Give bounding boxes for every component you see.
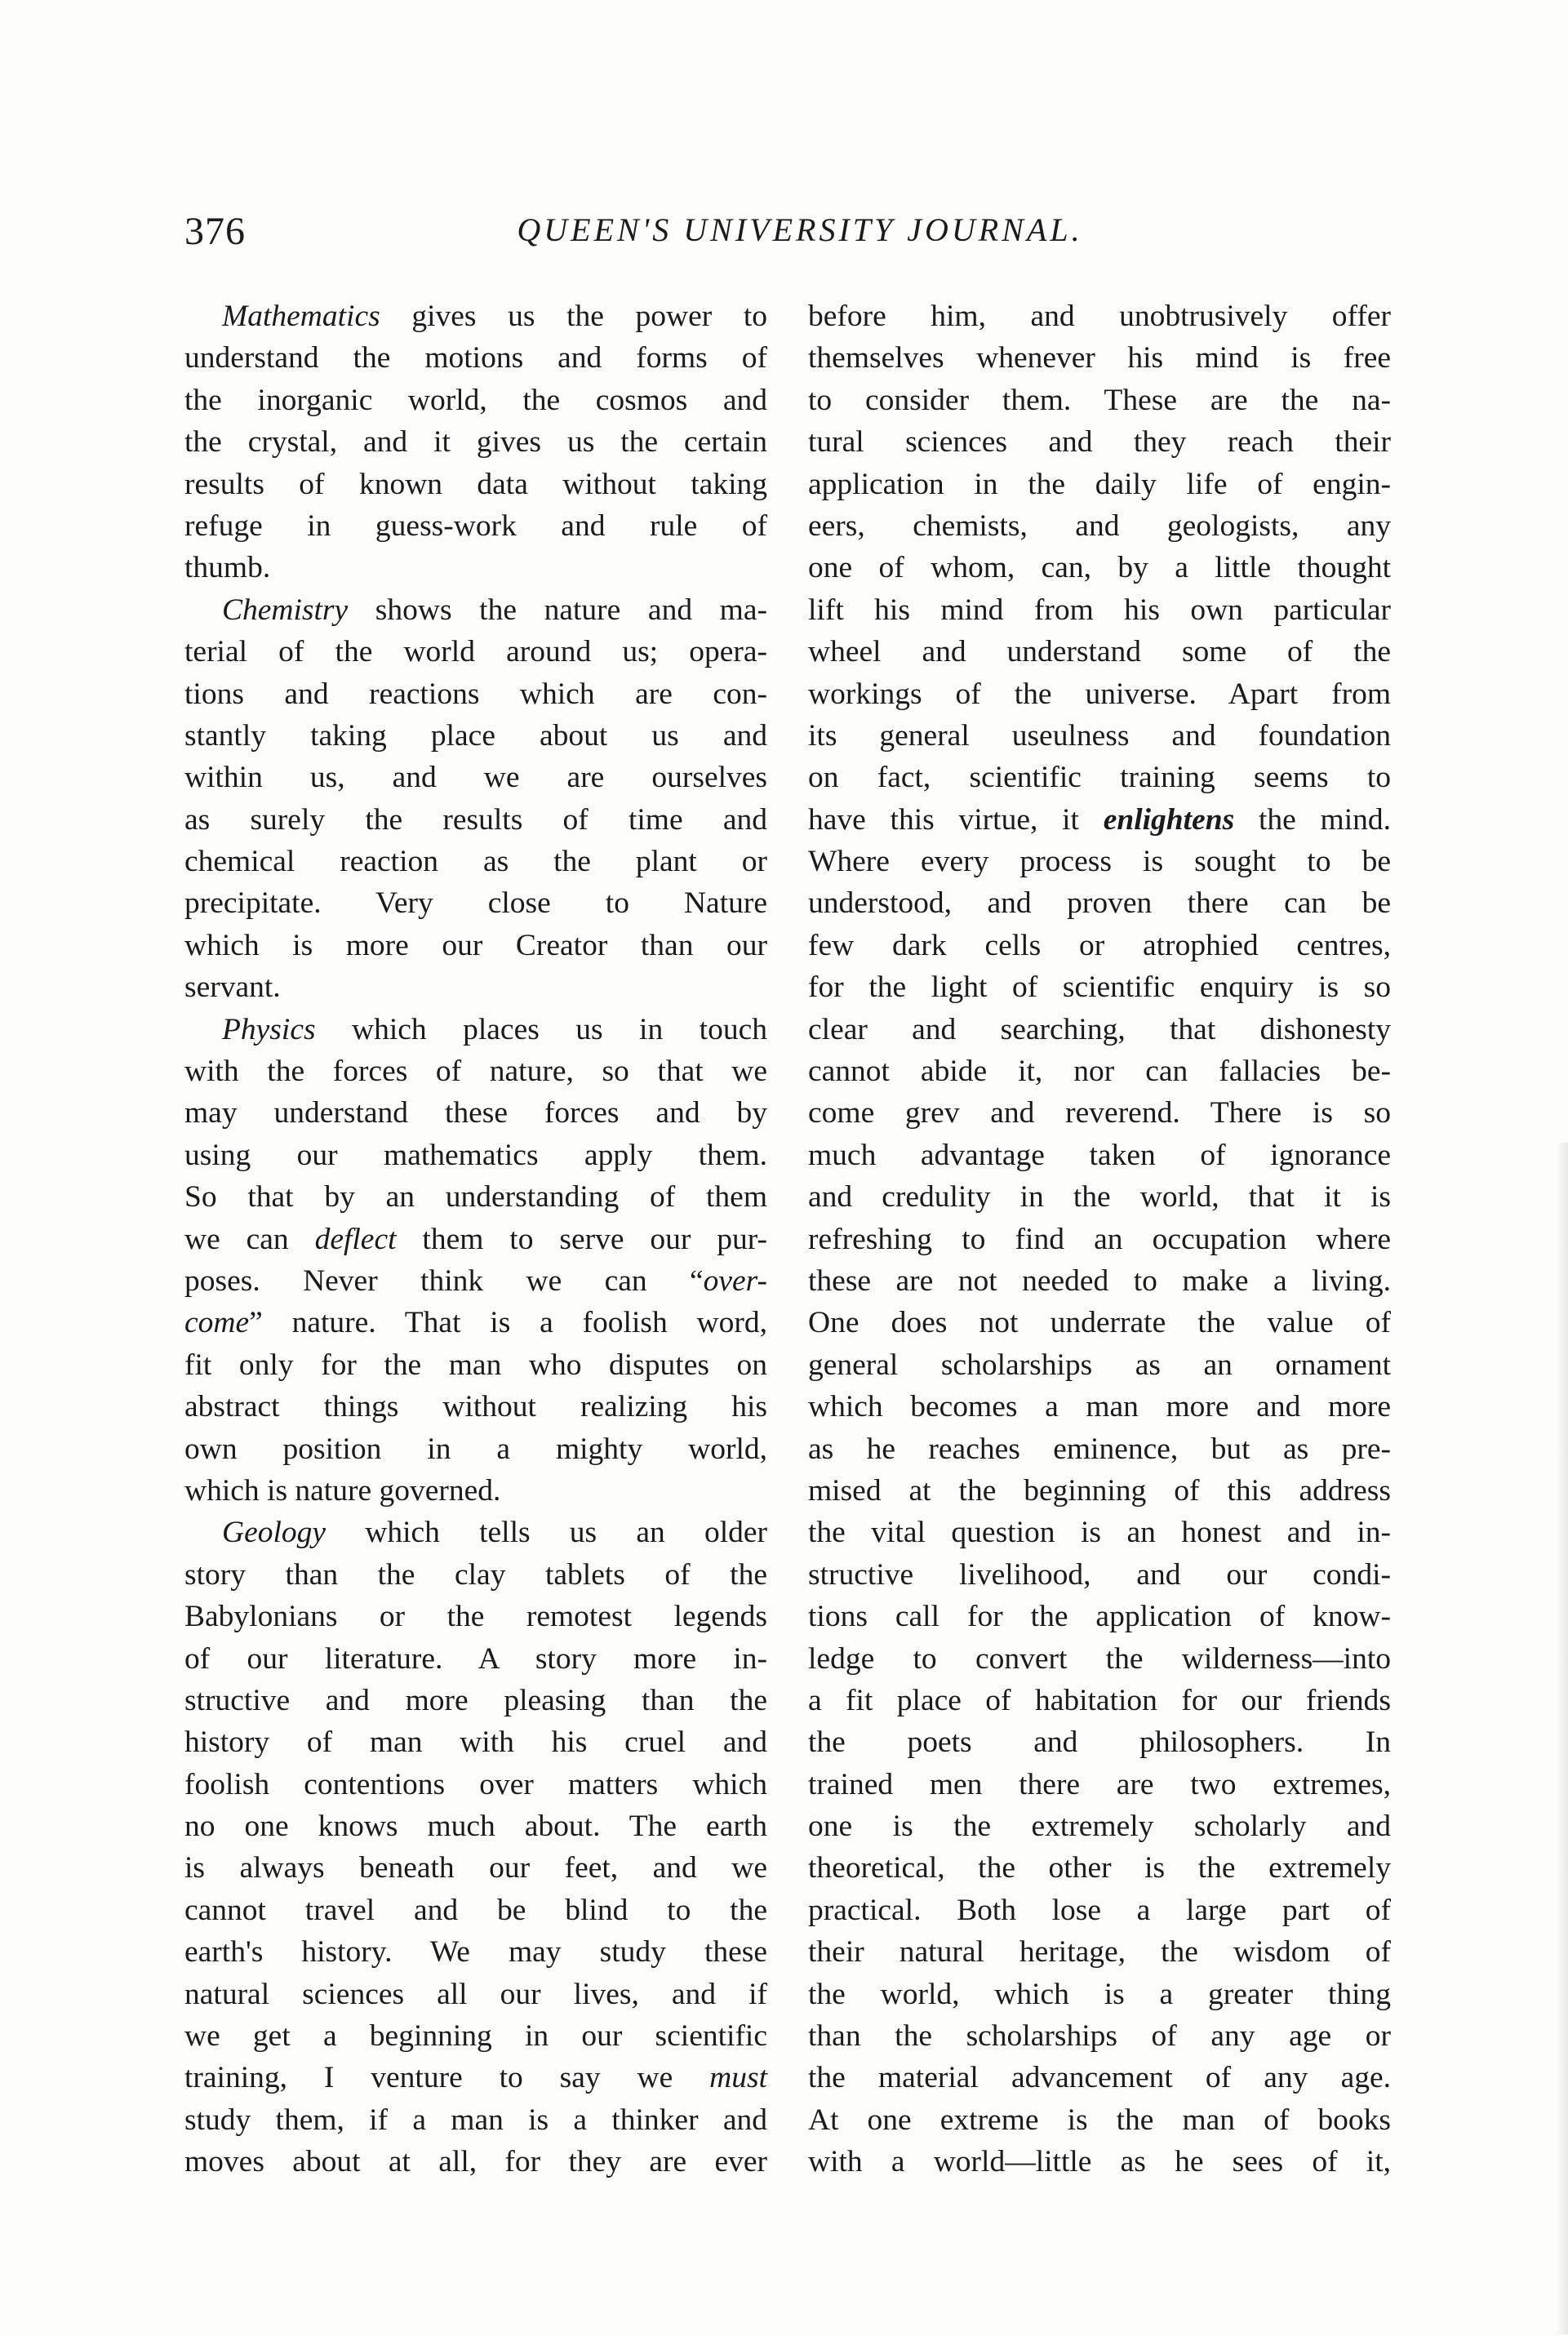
text-segment: the world, which is a greater thing — [808, 1977, 1391, 2011]
text-line — [184, 1805, 767, 1847]
text-segment: workings of the universe. Apart from — [808, 677, 1391, 711]
text-segment: which places us in touch — [315, 1012, 767, 1046]
text-segment: abstract things without realizing his — [184, 1390, 767, 1424]
text-line — [808, 1554, 1391, 1596]
text-line — [808, 799, 1391, 841]
text-segment: one is the extremely scholarly and — [808, 1810, 1391, 1844]
text-segment: which is nature governed. — [184, 1473, 501, 1508]
text-segment: structive and more pleasing than the — [184, 1683, 767, 1717]
text-line — [184, 295, 767, 337]
text-line — [184, 1596, 767, 1637]
text-line — [808, 464, 1391, 505]
text-line — [808, 2141, 1391, 2183]
emphasized-text: Geology — [222, 1516, 326, 1550]
text-line — [808, 1974, 1391, 2015]
text-segment: story than the clay tablets of the — [184, 1557, 767, 1592]
text-segment: training, I venture to say we — [184, 2061, 710, 2095]
text-line — [184, 1344, 767, 1386]
text-line — [184, 1176, 767, 1218]
text-segment: fit only for the man who disputes on — [184, 1348, 767, 1382]
text-line — [808, 1721, 1391, 1763]
text-line — [184, 1302, 767, 1343]
text-segment: ” nature. That is a foolish word, — [249, 1306, 767, 1340]
text-segment: terial of the world around us; opera- — [184, 635, 767, 669]
text-segment: we get a beginning in our scientific — [184, 2019, 767, 2054]
text-segment: lift his mind from his own particular — [808, 593, 1391, 627]
text-line — [808, 1764, 1391, 1805]
text-segment: ledge to convert the wilderness—into — [808, 1641, 1391, 1676]
text-line — [184, 1260, 767, 1302]
text-line — [184, 1050, 767, 1092]
text-segment: study them, if a man is a thinker and — [184, 2103, 767, 2137]
text-segment: poses. Never think we can “ — [184, 1263, 704, 1298]
text-line — [808, 673, 1391, 715]
right-column — [808, 295, 1391, 2183]
text-line — [808, 925, 1391, 966]
emphasized-text: Chemistry — [222, 593, 349, 627]
text-line — [808, 757, 1391, 798]
text-segment: At one extreme is the man of books — [808, 2103, 1391, 2137]
text-segment: using our mathematics apply them. — [184, 1138, 767, 1172]
text-line — [808, 421, 1391, 463]
text-segment: the poets and philosophers. In — [808, 1725, 1391, 1760]
text-segment: earth's history. We may study these — [184, 1935, 767, 1970]
text-segment: have this virtue, it — [808, 802, 1104, 837]
text-line — [184, 1721, 767, 1763]
text-segment: on fact, scientific training seems to — [808, 761, 1391, 795]
text-line — [808, 715, 1391, 757]
text-line — [184, 505, 767, 547]
text-segment: refreshing to find an occupation where — [808, 1222, 1391, 1256]
text-line — [808, 2099, 1391, 2141]
emphasized-text: come — [184, 1306, 250, 1340]
text-line — [808, 966, 1391, 1008]
scan-edge-shadow — [1557, 1143, 1568, 2334]
text-segment: shows the nature and ma- — [348, 593, 767, 627]
text-line — [808, 589, 1391, 631]
page-number: 376 — [184, 210, 246, 253]
text-segment: to consider them. These are the na- — [808, 383, 1391, 417]
text-segment: and credulity in the world, that it is — [808, 1180, 1391, 1215]
text-segment: Where every process is sought to be — [808, 845, 1391, 879]
text-segment: much advantage taken of ignorance — [808, 1138, 1391, 1172]
text-segment: for the light of scientific enquiry is so — [808, 970, 1391, 1005]
text-line — [808, 1176, 1391, 1218]
text-line — [808, 1890, 1391, 1931]
text-segment: which becomes a man more and more — [808, 1390, 1391, 1424]
text-line — [808, 1680, 1391, 1721]
text-segment: natural sciences all our lives, and if — [184, 1977, 767, 2011]
text-segment: within us, and we are ourselves — [184, 761, 767, 795]
text-segment: which is more our Creator than our — [184, 928, 767, 962]
text-line — [808, 1596, 1391, 1637]
text-line — [808, 1344, 1391, 1386]
text-line — [808, 631, 1391, 673]
text-line — [184, 2141, 767, 2183]
text-line — [808, 2015, 1391, 2057]
text-segment: eers, chemists, and geologists, any — [808, 509, 1391, 543]
text-line — [184, 715, 767, 757]
text-line — [808, 1931, 1391, 1973]
text-segment: the crystal, and it gives us the certain — [184, 425, 767, 460]
text-line — [184, 589, 767, 631]
text-segment: stantly taking place about us and — [184, 718, 767, 753]
text-line — [184, 547, 767, 588]
text-segment: them to serve our pur- — [396, 1222, 768, 1256]
text-segment: few dark cells or atrophied centres, — [808, 928, 1391, 962]
text-line — [808, 505, 1391, 547]
text-segment: So that by an understanding of them — [184, 1180, 767, 1215]
text-line — [808, 1302, 1391, 1343]
text-line — [184, 1512, 767, 1553]
text-line — [808, 1135, 1391, 1176]
text-segment: chemical reaction as the plant or — [184, 845, 767, 879]
text-line — [184, 757, 767, 798]
text-segment: tural sciences and they reach their — [808, 425, 1391, 460]
text-line — [184, 799, 767, 841]
text-segment: we can — [184, 1222, 315, 1256]
text-line — [184, 1680, 767, 1721]
text-segment: moves about at all, for they are ever — [184, 2145, 767, 2179]
text-line — [808, 882, 1391, 924]
text-segment: no one knows much about. The earth — [184, 1810, 767, 1844]
text-line — [184, 1638, 767, 1680]
text-line — [808, 1009, 1391, 1050]
text-segment: the material advancement of any age. — [808, 2061, 1391, 2095]
text-segment: refuge in guess-work and rule of — [184, 509, 767, 543]
text-line — [184, 1135, 767, 1176]
text-line — [184, 1092, 767, 1134]
text-segment: may understand these forces and by — [184, 1096, 767, 1130]
text-segment: cannot abide it, nor can fallacies be- — [808, 1055, 1391, 1089]
text-segment: with the forces of nature, so that we — [184, 1055, 767, 1089]
text-segment: as surely the results of time and — [184, 802, 767, 837]
text-line — [184, 337, 767, 379]
text-segment: clear and searching, that dishonesty — [808, 1012, 1391, 1046]
text-segment: own position in a mighty world, — [184, 1432, 767, 1466]
text-line — [808, 2057, 1391, 2098]
text-segment: thumb. — [184, 551, 271, 585]
text-segment: as he reaches eminence, but as pre- — [808, 1432, 1391, 1466]
text-segment: its general useulness and foundation — [808, 718, 1391, 753]
text-line — [184, 925, 767, 966]
text-line — [808, 1386, 1391, 1428]
text-line — [808, 1219, 1391, 1260]
emphasized-text: enlightens — [1103, 802, 1235, 837]
text-line — [184, 1764, 767, 1805]
text-line — [808, 295, 1391, 337]
text-segment: history of man with his cruel and — [184, 1725, 767, 1760]
text-segment: before him, and unobtrusively offer — [808, 300, 1391, 333]
text-segment: than the scholarships of any age or — [808, 2019, 1391, 2054]
text-segment: trained men there are two extremes, — [808, 1767, 1391, 1801]
text-segment: tions call for the application of know- — [808, 1600, 1391, 1634]
text-line — [808, 1260, 1391, 1302]
text-segment: results of known data without taking — [184, 467, 767, 501]
text-segment: the inorganic world, the cosmos and — [184, 383, 767, 417]
text-segment: application in the daily life of engin- — [808, 467, 1391, 501]
text-segment: wheel and understand some of the — [808, 635, 1391, 669]
text-segment: come grev and reverend. There is so — [808, 1096, 1391, 1130]
text-segment: general scholarships as an ornament — [808, 1348, 1391, 1382]
text-line — [808, 337, 1391, 379]
text-line — [808, 1428, 1391, 1470]
text-segment: their natural heritage, the wisdom of — [808, 1935, 1391, 1970]
emphasized-text: Mathematics — [222, 300, 380, 333]
emphasized-text: must — [709, 2061, 767, 2095]
text-segment: tions and reactions which are con- — [184, 677, 767, 711]
emphasized-text: over- — [703, 1263, 767, 1298]
text-segment: understood, and proven there can be — [808, 886, 1391, 921]
text-line — [184, 882, 767, 924]
text-segment: of our literature. A story more in- — [184, 1641, 767, 1676]
text-line — [184, 673, 767, 715]
text-line — [184, 1931, 767, 1973]
emphasized-text: Physics — [222, 1012, 316, 1046]
text-line — [184, 1974, 767, 2015]
text-segment: a fit place of habitation for our friends — [808, 1683, 1391, 1717]
text-line — [184, 1428, 767, 1470]
text-line — [808, 1805, 1391, 1847]
text-segment: foolish contentions over matters which — [184, 1767, 767, 1801]
text-line — [184, 1009, 767, 1050]
text-segment: these are not needed to make a living. — [808, 1263, 1391, 1298]
text-segment: one of whom, can, by a little thought — [808, 551, 1391, 585]
text-line — [808, 1470, 1391, 1512]
text-line — [184, 1847, 767, 1889]
text-line — [184, 464, 767, 505]
emphasized-text: deflect — [314, 1222, 397, 1256]
text-segment: is always beneath our feet, and we — [184, 1851, 767, 1885]
text-line — [184, 841, 767, 882]
text-segment: structive livelihood, and our condi- — [808, 1557, 1391, 1592]
text-line — [184, 1219, 767, 1260]
text-line — [184, 631, 767, 673]
text-segment: mised at the beginning of this address — [808, 1473, 1391, 1508]
text-line — [184, 2015, 767, 2057]
text-segment: with a world—little as he sees of it, — [808, 2145, 1391, 2179]
text-line — [808, 380, 1391, 421]
text-segment: themselves whenever his mind is free — [808, 341, 1391, 375]
text-line — [184, 2099, 767, 2141]
text-line — [808, 1092, 1391, 1134]
text-segment: cannot travel and be blind to the — [184, 1893, 767, 1927]
text-line — [808, 1847, 1391, 1889]
text-line — [184, 1386, 767, 1428]
text-line — [808, 547, 1391, 588]
text-segment: gives us the power to — [380, 300, 767, 333]
text-line — [808, 1512, 1391, 1553]
text-line — [184, 966, 767, 1008]
text-segment: the vital question is an honest and in- — [808, 1516, 1391, 1550]
text-segment: understand the motions and forms of — [184, 341, 767, 375]
text-segment: servant. — [184, 970, 281, 1005]
text-line — [184, 1470, 767, 1512]
text-segment: which tells us an older — [326, 1516, 767, 1550]
running-title: QUEEN'S UNIVERSITY JOURNAL. — [517, 211, 1083, 248]
text-segment: Babylonians or the remotest legends — [184, 1600, 767, 1634]
text-line — [184, 421, 767, 463]
text-segment: practical. Both lose a large part of — [808, 1893, 1391, 1927]
text-line — [808, 1050, 1391, 1092]
text-segment: One does not underrate the value of — [808, 1306, 1391, 1340]
text-line — [184, 1554, 767, 1596]
text-segment: the mind. — [1234, 802, 1391, 837]
text-line — [808, 1638, 1391, 1680]
text-line — [184, 380, 767, 421]
left-column — [184, 295, 767, 2183]
text-line — [184, 2057, 767, 2098]
text-line — [808, 841, 1391, 882]
text-line — [184, 1890, 767, 1931]
text-segment: precipitate. Very close to Nature — [184, 886, 767, 921]
text-segment: theoretical, the other is the extremely — [808, 1851, 1391, 1885]
